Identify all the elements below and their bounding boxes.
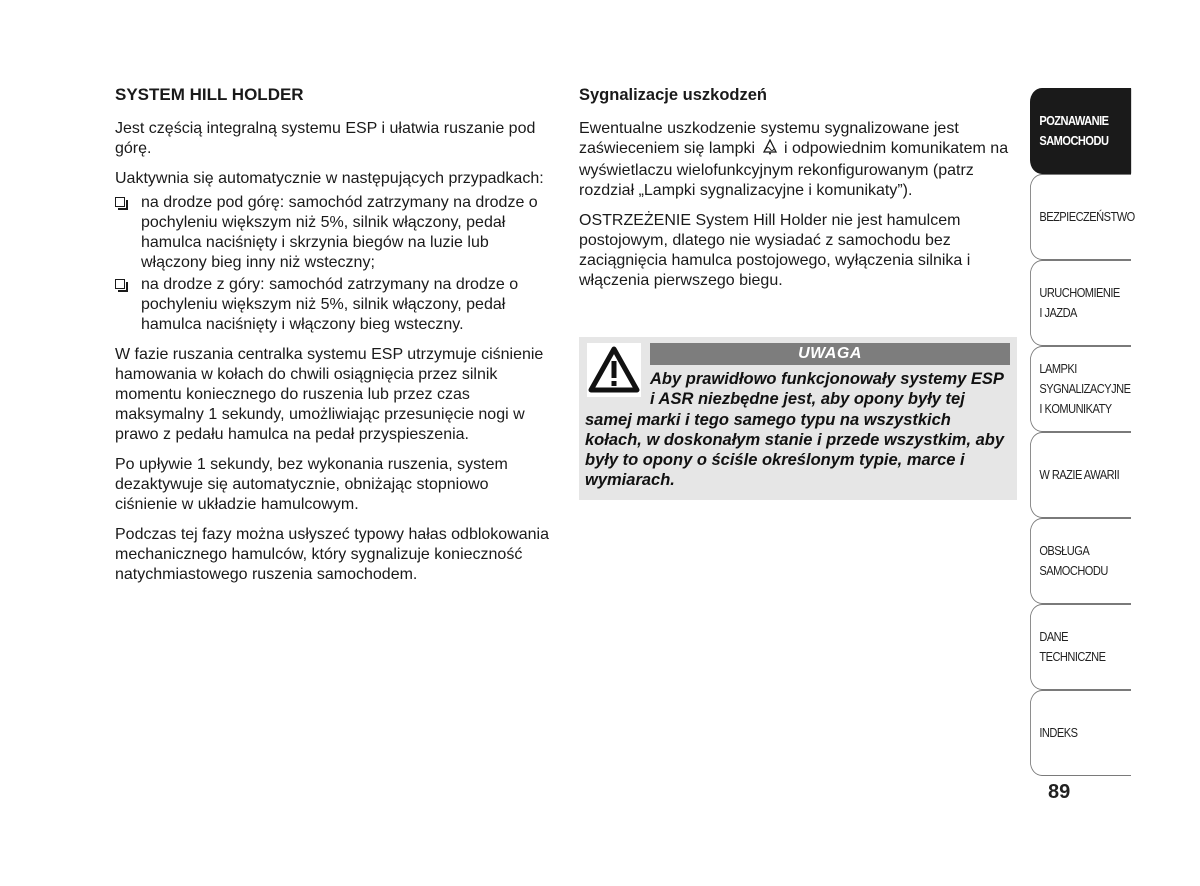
list-item: [115, 275, 555, 335]
tab-bezpieczenstwo[interactable]: [1030, 174, 1135, 260]
warning-text-container: [585, 369, 1010, 491]
tab-label: W RAZIE AWARII: [1039, 467, 1120, 482]
tab-uruchomienie-i-jazda[interactable]: [1030, 260, 1131, 346]
warning-text: Aby prawidłowo funkcjonowały systemy ESP i ASR niezbędne jest, aby opony były tej samej marki i tego samego typu na wszystkich kołach, w doskonałym stanie i przede wszystkim, aby były to opony o ściśle określonym typie, marce i wymiarach.: [585, 370, 1005, 490]
warning-title: UWAGA: [650, 343, 1010, 365]
paragraph: Podczas tej fazy można usłyszeć typowy hałas odblokowania mechanicznego hamulców, który sygnalizuje konieczność natychmiastowego ruszenia samochodem.: [115, 526, 549, 583]
paragraph: Uaktywnia się automatycznie w następujących przypadkach:: [115, 170, 544, 187]
paragraph: Jest częścią integralną systemu ESP i ułatwia ruszanie pod górę.: [115, 120, 536, 157]
section-heading-signalling: Sygnalizacje uszkodzeń: [579, 86, 767, 104]
tab-label: DANE TECHNICZNE: [1039, 629, 1106, 664]
tab-indeks[interactable]: [1030, 690, 1131, 776]
tab-poznawanie-samochodu[interactable]: [1030, 88, 1131, 174]
paragraph-text: Ewentualne uszkodzenie systemu sygnalizowane jest zaświeceniem się lampki: [579, 120, 959, 157]
list-item-text: na drodze z góry: samochód zatrzymany na drodze o pochyleniu większym niż 5%, silnik włączony, pedał hamulca naciśnięty i włączony bieg wsteczny.: [141, 276, 519, 333]
paragraph-text: i odpowiednim komunikatem na wyświetlaczu wielofunkcyjnym rekonfigurowanym (patrz rozdział „Lampki sygnalizacyjne i komunikaty”).: [579, 140, 1009, 199]
paragraph: W fazie ruszania centralka systemu ESP utrzymuje ciśnienie hamowania w kołach do chwili osiągnięcia przez silnik momentu koniecznego do ruszenia lub przez czas maksymalny 1 sekundy, umożliwiając przesunięcie nogi w prawo z pedału hamulca na pedał przyspieszenia.: [115, 346, 544, 443]
chapter-tabs: [1030, 88, 1149, 776]
list-item: [115, 193, 555, 273]
warning-box: [579, 337, 1017, 500]
esp-warning-lamp-icon: [762, 139, 778, 161]
section-heading-hill-holder: SYSTEM HILL HOLDER: [115, 85, 304, 104]
tab-label: BEZPIECZEŃSTWO: [1039, 209, 1135, 224]
checkbox-bullet-icon: [115, 279, 125, 289]
right-column: [579, 84, 1019, 301]
tab-label: URUCHOMIENIE I JAZDA: [1039, 285, 1120, 320]
paragraph: [579, 119, 1019, 201]
paragraph-warning-note: OSTRZEŻENIE System Hill Holder nie jest hamulcem postojowym, dlatego nie wysiadać z samochodu bez zaciągnięcia hamulca postojowego, wyłączenia silnika i włączenia pierwszego biegu.: [579, 212, 971, 289]
paragraph: Po upływie 1 sekundy, bez wykonania ruszenia, system dezaktywuje się automatycznie, obniżając stopniowo ciśnienie w układzie hamulcowym.: [115, 456, 508, 513]
page-number: 89: [1048, 781, 1071, 803]
tab-w-razie-awarii[interactable]: [1030, 432, 1131, 518]
tab-label: OBSŁUGA SAMOCHODU: [1039, 543, 1108, 578]
tab-dane-techniczne[interactable]: [1030, 604, 1131, 690]
tab-label: INDEKS: [1039, 725, 1078, 740]
list-item-text: na drodze pod górę: samochód zatrzymany na drodze o pochyleniu większym niż 5%, silnik włączony, pedał hamulca naciśnięty i skrzynia biegów na luzie lub włączony bieg inny niż wsteczny;: [141, 194, 538, 271]
tab-label: POZNAWANIE SAMOCHODU: [1039, 113, 1109, 148]
tab-label: LAMPKI SYGNALIZACYJNE I KOMUNIKATY: [1039, 361, 1131, 416]
checkbox-bullet-icon: [115, 197, 125, 207]
bullet-list: [115, 193, 555, 335]
tab-obsluga-samochodu[interactable]: [1030, 518, 1131, 604]
tab-lampki-sygnalizacyjne[interactable]: [1030, 346, 1131, 432]
left-column: [115, 84, 555, 595]
